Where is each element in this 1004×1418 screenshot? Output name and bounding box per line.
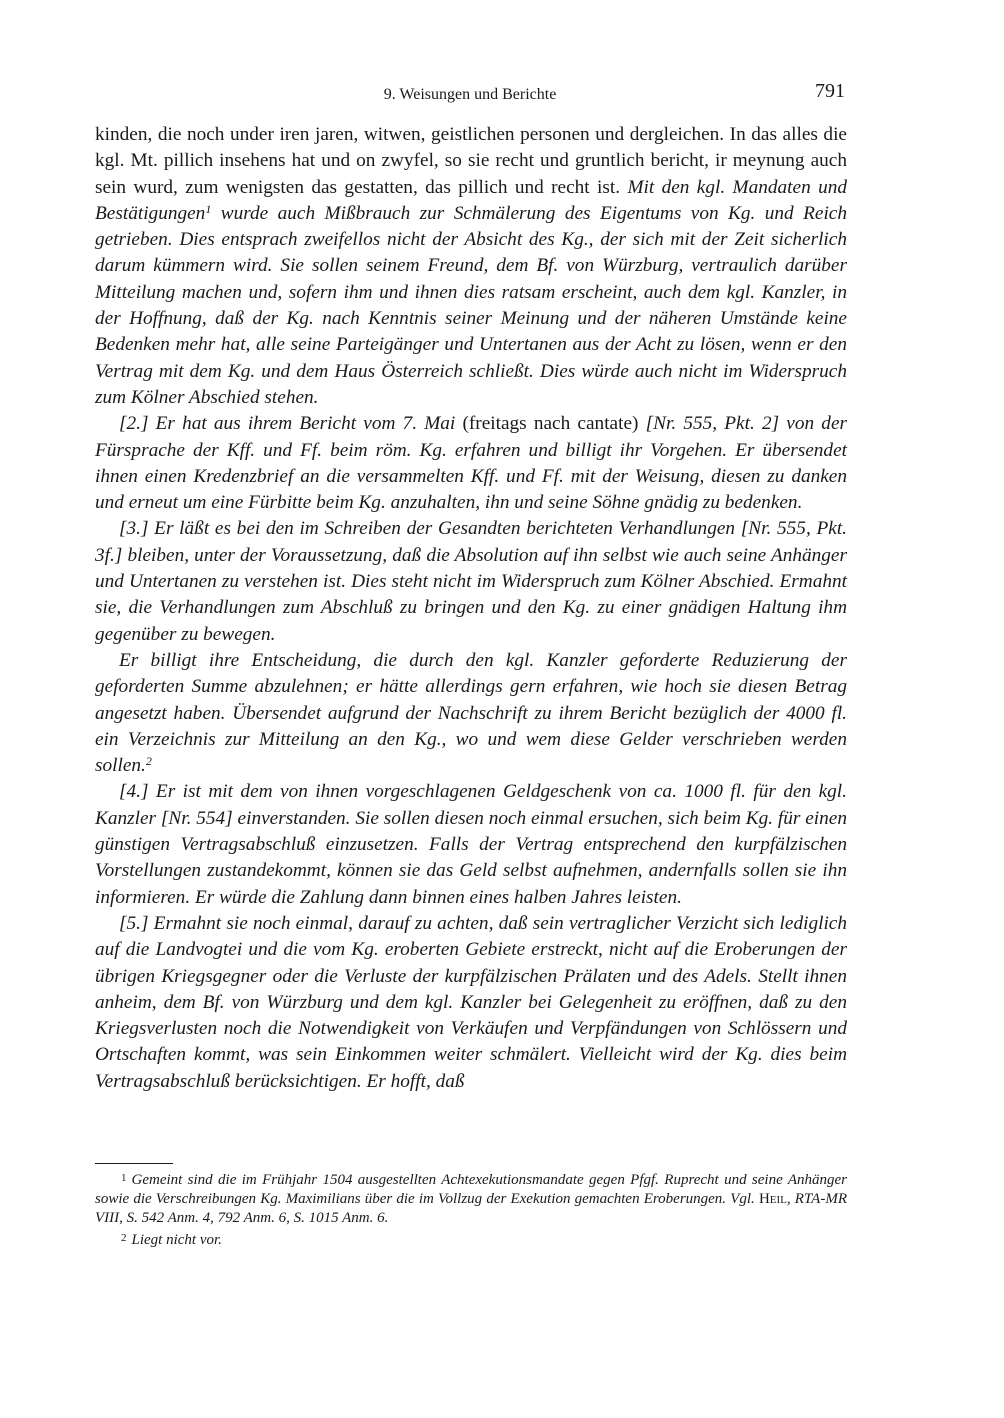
running-title: 9. Weisungen und Berichte <box>383 86 557 103</box>
paragraph-2-summary-rest: [Nr. 555, Pkt. 2] von der Fürsprache der Kff. und Ff. beim röm. Kg. erfahren und billigt ihr Vorgehen. Er übersendet ihnen einen Kredenzbrief an die versammelten Kff. und Ff. mit der Weisung, diesen zu danken und erneut um eine Fürbitte beim Kg. anzuhalten, ihn und seine Söhne gnädig zu bedenken. <box>95 413 848 514</box>
main-text <box>95 122 847 1095</box>
paragraph-1-summary-start: Mit den kgl. Mandaten und Bestätigungen <box>95 176 847 224</box>
footnote-2 <box>95 1229 847 1250</box>
footnotes <box>95 1169 847 1250</box>
page-header <box>95 80 845 110</box>
paragraph-3-text: [3.] Er läßt es bei den im Schreiben der Gesandten berichteten Verhandlungen [Nr. 555, Pkt. 3f.] bleiben, unter der Voraussetzung, daß die Absolution auf ihn selbst wie auch seine Anhänger und Untertanen zu verstehen ist. Dies steht nicht im Widerspruch zum Kölner Abschied. Ermahnt sie, die Verhandlungen zum Abschluß zu bringen und den Kg. zu einer gnädigen Haltung ihm gegenüber zu bewegen. <box>95 518 847 645</box>
paragraph-2-source-quote: (freitags nach cantate) <box>455 413 646 435</box>
paragraph-6 <box>95 911 847 1095</box>
footnote-ref-1[interactable]: 1 <box>205 201 212 216</box>
footnote-1-text-start: Gemeint sind die im Frühjahr 1504 ausgestellten Achtexekutionsmandate gegen Pfgf. Ruprecht und seine Anhänger sowie die Verschreibungen Kg. Maximilians über die im Vollzug der Exekution gemachten Eroberungen. Vgl. <box>95 1172 847 1208</box>
paragraph-3 <box>95 516 847 647</box>
footnote-1-text-end: , RTA-MR VIII, S. 542 Anm. 4, 792 Anm. 6, S. 1015 Anm. 6. <box>95 1191 847 1227</box>
paragraph-6-text: [5.] Ermahnt sie noch einmal, darauf zu achten, daß sein vertraglicher Verzicht sich lediglich auf die Landvogtei und die vom Kg. eroberten Gebiete erstreckt, nicht auf die Eroberungen der übrigen Kriegsgegner oder die Verluste der kurpfälzischen Prälaten und des Adels. Stellt ihnen anheim, dem Bf. von Würzburg und dem kgl. Kanzler bei Gelegenheit zu eröffnen, daß zu den Kriegsverlusten noch die Notwendigkeit von Verkäufen und Verpfändungen von Schlössern und Ortschaften kommt, was sein Einkommen weiter schmälert. Vielleicht wird der Kg. dies beim Vertragsabschluß berücksichtigen. Er hofft, daß <box>95 912 847 1092</box>
footnote-1 <box>95 1169 847 1229</box>
paragraph-4-text: Er billigt ihre Entscheidung, die durch den kgl. Kanzler geforderte Reduzierung der geforderten Summe abzulehnen; er hätte allerdings gern erfahren, wie hoch sie diesen Betrag angesetzt haben. Übersendet aufgrund der Nachschrift zu ihrem Bericht bezüglich der 4000 fl. ein Verzeichnis zur Mitteilung an den Kg., wo und wem diese Gelder verschrieben werden sollen. <box>95 649 847 777</box>
paragraph-1 <box>95 122 847 411</box>
page-number: 791 <box>815 80 845 102</box>
footnote-1-mark: 1 <box>121 1172 127 1184</box>
footnote-2-mark: 2 <box>121 1231 127 1244</box>
paragraph-4 <box>95 648 847 779</box>
paragraph-5-text: [4.] Er ist mit dem von ihnen vorgeschlagenen Geldgeschenk von ca. 1000 fl. für den kgl. Kanzler [Nr. 554] einverstanden. Sie sollen diesen noch einmal ersuchen, sich beim Kg. für einen günstigen Vertragsabschluß einzusetzen. Falls der Vertrag entsprechend den kurpfälzischen Vorstellungen zustandekommt, können sie das Geld selbst aufnehmen, andernfalls sollen sie ihn informieren. Er würde die Zahlung dann binnen eines halben Jahres leisten. <box>95 781 847 908</box>
paragraph-1-summary-rest: wurde auch Mißbrauch zur Schmälerung des Eigentums von Kg. und Reich getrieben. Dies entsprach zweifellos nicht der Absicht des Kg., der sich mit der Zeit sicherlich darum kümmern wird. Sie sollen seinem Freund, dem Bf. von Würzburg, vertraulich darüber Mitteilung machen und, sofern ihm und ihnen dies ratsam erscheint, auch dem kgl. Kanzler, in der Hoffnung, daß der Kg. nach Kenntnis seiner Meinung und der näheren Umstände keine Bedenken mehr hat, alle seine Parteigänger und Untertanen aus der Acht zu lösen, wenn er den Vertrag mit dem Kg. und dem Haus Österreich schließt. Dies würde auch nicht im Widerspruch zum Kölner Abschied stehen. <box>95 202 847 408</box>
paragraph-2 <box>95 411 847 516</box>
paragraph-1-source-text: kinden, die noch under iren jaren, witwen, geistlichen personen und dergleichen. In das alles die kgl. Mt. pillich insehens hat und on zwyfel, so sie recht und gruntlich bericht, ir meynung auch sein wurd, zum wenigsten das gestatten, das pillich und recht ist. <box>95 124 847 198</box>
footnote-divider <box>95 1163 173 1164</box>
footnote-2-text: Liegt nicht vor. <box>131 1231 222 1248</box>
paragraph-5 <box>95 779 847 910</box>
paragraph-2-summary-start: [2.] Er hat aus ihrem Bericht vom 7. Mai <box>119 413 456 435</box>
footnote-ref-2[interactable]: 2 <box>145 754 152 769</box>
footnote-1-author: Heil <box>758 1191 787 1208</box>
